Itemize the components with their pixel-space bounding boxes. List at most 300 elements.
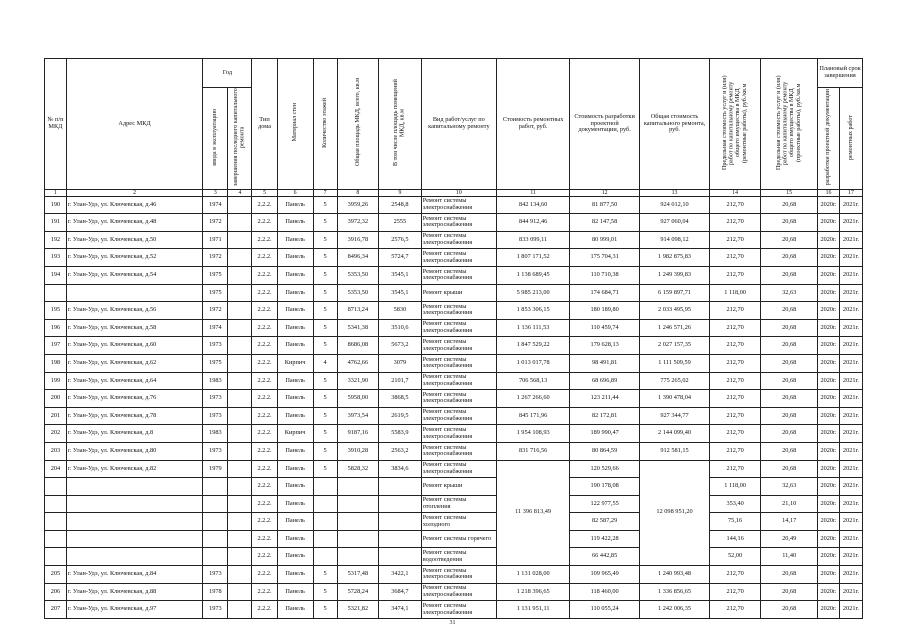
cell-address: г. Улан-Удэ, ул. Ключевская, д.82 [66, 460, 203, 478]
cell-planned-design: 2020г. [818, 513, 840, 531]
cell-limit-cost: 212,70 [709, 566, 760, 584]
cell-limit-cost-design: 20,68 [761, 566, 818, 584]
cell-wall: Панель [277, 284, 313, 302]
cell-area-premises: 3474,1 [379, 601, 422, 619]
cell-address [66, 478, 203, 496]
cell-no: 203 [45, 442, 67, 460]
cell-area-premises: 2619,5 [379, 407, 422, 425]
cell-area-total: 8713,24 [337, 302, 378, 320]
cell-cost-works: 1 267 266,60 [497, 390, 570, 408]
cell-no [45, 284, 67, 302]
cell-planned-works: 2021г. [839, 302, 862, 320]
cell-work: Ремонт системы отопления [421, 495, 496, 513]
cell-planned-works: 2021г. [839, 354, 862, 372]
cell-cost-works: 1 807 171,52 [497, 249, 570, 267]
cell-area-total: 5958,00 [337, 390, 378, 408]
cell-area-premises: 5830 [379, 302, 422, 320]
header-year-built: ввода в эксплуатацию [203, 88, 228, 190]
table-body [45, 196, 863, 618]
cell-planned-works: 2021г. [839, 425, 862, 443]
header-year-repair: завершения последнего капитального ремонта [228, 88, 252, 190]
cell-year-built: 1973 [203, 601, 228, 619]
cell-area-premises: 3422,1 [379, 566, 422, 584]
cell-cost-total: 2 027 157,35 [640, 337, 710, 355]
cell-year-built: 1983 [203, 372, 228, 390]
cell-year-repair [228, 530, 252, 548]
cell-house-type: 2.2.2. [252, 372, 277, 390]
cell-wall: Панель [277, 601, 313, 619]
cell-planned-design: 2020г. [818, 214, 840, 232]
cell-area-premises: 2576,5 [379, 231, 422, 249]
cell-cost-works: 1 847 529,22 [497, 337, 570, 355]
cell-planned-design: 2020г. [818, 601, 840, 619]
cell-no: 201 [45, 407, 67, 425]
cell-limit-cost-design: 20,68 [761, 337, 818, 355]
cell-year-repair [228, 284, 252, 302]
cell-cost-design: 175 704,31 [570, 249, 640, 267]
cell-work: Ремонт системы электроснабжения [421, 214, 496, 232]
cell-year-repair [228, 407, 252, 425]
cell-floors [313, 530, 337, 548]
cell-planned-works: 2021г. [839, 530, 862, 548]
cell-cost-works: 1 853 306,15 [497, 302, 570, 320]
cell-planned-design: 2020г. [818, 407, 840, 425]
cell-area-premises [379, 478, 422, 496]
cell-cost-total: 775 265,02 [640, 372, 710, 390]
cell-no: 194 [45, 266, 67, 284]
cell-house-type: 2.2.2. [252, 583, 277, 601]
table-row [45, 513, 863, 531]
table-row [45, 372, 863, 390]
cell-limit-cost-design: 20,68 [761, 407, 818, 425]
cell-no: 198 [45, 354, 67, 372]
header-area-premises: В том числе площадь помещений МКД, кв.м [379, 59, 422, 190]
cell-area-total: 5341,38 [337, 319, 378, 337]
cell-work: Ремонт системы электроснабжения [421, 460, 496, 478]
cell-area-premises: 2101,7 [379, 372, 422, 390]
column-number: 13 [640, 189, 710, 196]
cell-year-repair [228, 302, 252, 320]
column-number: 8 [337, 189, 378, 196]
cell-floors [313, 478, 337, 496]
cell-area-total: 5353,50 [337, 284, 378, 302]
cell-work: Ремонт системы электроснабжения [421, 425, 496, 443]
cell-area-total: 8496,34 [337, 249, 378, 267]
cell-limit-cost: 144,16 [709, 530, 760, 548]
cell-year-built [203, 548, 228, 566]
cell-planned-works: 2021г. [839, 249, 862, 267]
cell-address: г. Улан-Удэ, ул. Ключевская, д.56 [66, 302, 203, 320]
cell-limit-cost: 212,70 [709, 583, 760, 601]
cell-area-premises: 3545,1 [379, 284, 422, 302]
header-work: Вид работ/услуг по капитальному ремонту [421, 59, 496, 190]
table-row [45, 214, 863, 232]
cell-floors: 5 [313, 425, 337, 443]
cell-cost-design: 68 696,89 [570, 372, 640, 390]
cell-no: 207 [45, 601, 67, 619]
table-header [45, 59, 863, 197]
cell-wall: Кирпич [277, 425, 313, 443]
cell-planned-design: 2020г. [818, 319, 840, 337]
cell-no: 197 [45, 337, 67, 355]
cell-year-built [203, 478, 228, 496]
cell-year-repair [228, 214, 252, 232]
cell-cost-works: 845 171,96 [497, 407, 570, 425]
cell-cost-total: 1 982 875,83 [640, 249, 710, 267]
cell-cost-total: 914 098,12 [640, 231, 710, 249]
cell-house-type: 2.2.2. [252, 495, 277, 513]
cell-no: 193 [45, 249, 67, 267]
cell-area-premises: 5673,2 [379, 337, 422, 355]
cell-year-built: 1979 [203, 460, 228, 478]
column-number: 1 [45, 189, 67, 196]
cell-floors: 5 [313, 372, 337, 390]
table-row [45, 425, 863, 443]
cell-area-premises: 2563,2 [379, 442, 422, 460]
cell-cost-design: 110 459,74 [570, 319, 640, 337]
cell-year-built: 1974 [203, 319, 228, 337]
cell-cost-total: 1 240 993,48 [640, 566, 710, 584]
cell-planned-design: 2020г. [818, 354, 840, 372]
cell-wall: Панель [277, 337, 313, 355]
cell-wall: Панель [277, 566, 313, 584]
table-row [45, 478, 863, 496]
cell-floors: 5 [313, 302, 337, 320]
cell-cost-design: 80 999,01 [570, 231, 640, 249]
cell-no [45, 548, 67, 566]
register-table [44, 58, 863, 619]
cell-wall: Панель [277, 460, 313, 478]
cell-area-total: 5728,24 [337, 583, 378, 601]
cell-limit-cost: 353,40 [709, 495, 760, 513]
header-house-type: Тип дома [252, 59, 277, 190]
cell-work: Ремонт системы электроснабжения [421, 319, 496, 337]
cell-house-type: 2.2.2. [252, 407, 277, 425]
cell-wall: Панель [277, 249, 313, 267]
table-row [45, 337, 863, 355]
cell-house-type: 2.2.2. [252, 601, 277, 619]
cell-planned-design: 2020г. [818, 478, 840, 496]
cell-work: Ремонт системы электроснабжения [421, 196, 496, 214]
cell-limit-cost-design: 20,68 [761, 231, 818, 249]
cell-planned-works: 2021г. [839, 284, 862, 302]
header-floors: Количество этажей [313, 59, 337, 190]
cell-cost-design: 98 491,81 [570, 354, 640, 372]
cell-year-repair [228, 249, 252, 267]
cell-floors: 5 [313, 460, 337, 478]
cell-area-premises [379, 530, 422, 548]
cell-area-total: 4762,66 [337, 354, 378, 372]
cell-cost-works: 1 218 396,65 [497, 583, 570, 601]
cell-cost-design: 179 628,13 [570, 337, 640, 355]
cell-address: г. Улан-Удэ, ул. Ключевская, д.8 [66, 425, 203, 443]
cell-address: г. Улан-Удэ, ул. Ключевская, д.80 [66, 442, 203, 460]
cell-planned-works: 2021г. [839, 196, 862, 214]
header-address: Адрес МКД [66, 59, 203, 190]
cell-area-total: 5321,82 [337, 601, 378, 619]
cell-cost-design: 109 965,49 [570, 566, 640, 584]
cell-no: 206 [45, 583, 67, 601]
cell-cost-works: 1 136 111,53 [497, 319, 570, 337]
cell-cost-total: 1 242 006,35 [640, 601, 710, 619]
cell-year-repair [228, 196, 252, 214]
cell-planned-works: 2021г. [839, 337, 862, 355]
cell-limit-cost-design: 21,10 [761, 495, 818, 513]
cell-year-built: 1974 [203, 196, 228, 214]
cell-cost-design: 120 529,66 [570, 460, 640, 478]
table-row [45, 354, 863, 372]
cell-floors: 5 [313, 390, 337, 408]
cell-year-repair [228, 354, 252, 372]
cell-address [66, 284, 203, 302]
cell-wall: Панель [277, 583, 313, 601]
cell-no: 196 [45, 319, 67, 337]
cell-no: 191 [45, 214, 67, 232]
cell-planned-design: 2020г. [818, 425, 840, 443]
cell-limit-cost: 212,70 [709, 407, 760, 425]
cell-floors: 5 [313, 337, 337, 355]
cell-area-premises [379, 513, 422, 531]
header-area-total: Общая площадь МКД, всего, кв.м [337, 59, 378, 190]
column-number: 7 [313, 189, 337, 196]
cell-planned-works: 2021г. [839, 566, 862, 584]
cell-limit-cost: 212,70 [709, 196, 760, 214]
cell-limit-cost: 212,70 [709, 231, 760, 249]
cell-cost-total: 1 246 571,26 [640, 319, 710, 337]
header-wall: Материал стен [277, 59, 313, 190]
cell-limit-cost-design: 32,63 [761, 284, 818, 302]
cell-floors: 5 [313, 442, 337, 460]
cell-cost-design: 180 189,80 [570, 302, 640, 320]
cell-floors: 5 [313, 407, 337, 425]
cell-cost-total: 912 581,15 [640, 442, 710, 460]
cell-area-premises: 2548,8 [379, 196, 422, 214]
cell-limit-cost: 212,70 [709, 337, 760, 355]
cell-planned-works: 2021г. [839, 478, 862, 496]
cell-cost-works: 706 568,13 [497, 372, 570, 390]
cell-year-repair [228, 460, 252, 478]
cell-cost-design: 82 587,29 [570, 513, 640, 531]
cell-wall: Панель [277, 548, 313, 566]
cell-no: 200 [45, 390, 67, 408]
page-number: 31 [449, 620, 456, 626]
cell-floors: 5 [313, 266, 337, 284]
cell-planned-design: 2020г. [818, 442, 840, 460]
cell-limit-cost-design: 20,68 [761, 425, 818, 443]
column-number: 17 [839, 189, 862, 196]
cell-work: Ремонт системы электроснабжения [421, 337, 496, 355]
header-planned-works: ремонтных работ [839, 88, 862, 190]
cell-address: г. Улан-Удэ, ул. Ключевская, д.58 [66, 319, 203, 337]
cell-address [66, 548, 203, 566]
cell-cost-design: 119 422,28 [570, 530, 640, 548]
cell-year-built: 1973 [203, 566, 228, 584]
cell-planned-works: 2021г. [839, 495, 862, 513]
cell-house-type: 2.2.2. [252, 390, 277, 408]
cell-limit-cost-design: 20,68 [761, 266, 818, 284]
cell-address: г. Улан-Удэ, ул. Ключевская, д.62 [66, 354, 203, 372]
cell-limit-cost-design: 20,68 [761, 354, 818, 372]
cell-house-type: 2.2.2. [252, 337, 277, 355]
cell-wall: Панель [277, 266, 313, 284]
cell-cost-design: 189 990,47 [570, 425, 640, 443]
cell-cost-total: 2 033 495,95 [640, 302, 710, 320]
cell-year-repair [228, 390, 252, 408]
cell-year-repair [228, 231, 252, 249]
cell-limit-cost: 1 118,00 [709, 284, 760, 302]
cell-planned-works: 2021г. [839, 583, 862, 601]
cell-limit-cost-design: 11,40 [761, 548, 818, 566]
cell-limit-cost: 1 118,00 [709, 478, 760, 496]
cell-cost-total: 1 390 478,04 [640, 390, 710, 408]
cell-cost-total: 6 159 897,71 [640, 284, 710, 302]
cell-year-repair [228, 548, 252, 566]
cell-area-premises [379, 548, 422, 566]
cell-cost-works: 1 138 689,45 [497, 266, 570, 284]
cell-limit-cost-design: 20,68 [761, 442, 818, 460]
table-row [45, 284, 863, 302]
cell-cost-design: 174 684,71 [570, 284, 640, 302]
cell-area-total [337, 548, 378, 566]
cell-area-total: 3972,32 [337, 214, 378, 232]
cell-house-type: 2.2.2. [252, 319, 277, 337]
cell-work: Ремонт системы горячего [421, 530, 496, 548]
cell-planned-works: 2021г. [839, 390, 862, 408]
cell-year-built: 1978 [203, 583, 228, 601]
table-row [45, 566, 863, 584]
cell-year-built: 1973 [203, 390, 228, 408]
column-number: 9 [379, 189, 422, 196]
header-cost-design: Стоимость разработки проектной документации, руб. [570, 59, 640, 190]
cell-cost-design: 81 877,50 [570, 196, 640, 214]
cell-work: Ремонт системы электроснабжения [421, 601, 496, 619]
cell-no [45, 478, 67, 496]
cell-cost-total: 927 344,77 [640, 407, 710, 425]
cell-no [45, 530, 67, 548]
cell-limit-cost-design: 32,63 [761, 478, 818, 496]
cell-wall: Кирпич [277, 354, 313, 372]
cell-house-type: 2.2.2. [252, 214, 277, 232]
cell-area-total: 5317,48 [337, 566, 378, 584]
cell-wall: Панель [277, 214, 313, 232]
cell-house-type: 2.2.2. [252, 548, 277, 566]
cell-work: Ремонт системы электроснабжения [421, 407, 496, 425]
cell-wall: Панель [277, 319, 313, 337]
cell-floors [313, 548, 337, 566]
header-no: № п/п МКД [45, 59, 67, 190]
cell-year-repair [228, 601, 252, 619]
cell-year-repair [228, 319, 252, 337]
cell-limit-cost-design: 20,68 [761, 460, 818, 478]
table-row [45, 460, 863, 478]
cell-planned-design: 2020г. [818, 372, 840, 390]
cell-floors: 5 [313, 249, 337, 267]
cell-work: Ремонт системы электроснабжения [421, 302, 496, 320]
table-row [45, 266, 863, 284]
cell-work: Ремонт системы холодного [421, 513, 496, 531]
cell-limit-cost: 212,70 [709, 601, 760, 619]
cell-wall: Панель [277, 390, 313, 408]
cell-year-repair [228, 495, 252, 513]
cell-wall: Панель [277, 302, 313, 320]
cell-year-repair [228, 372, 252, 390]
cell-planned-design: 2020г. [818, 530, 840, 548]
cell-cost-design: 82 147,58 [570, 214, 640, 232]
header-planned: Плановый срок завершения [818, 59, 863, 88]
cell-cost-total: 1 249 399,83 [640, 266, 710, 284]
cell-floors: 5 [313, 214, 337, 232]
table-row [45, 548, 863, 566]
cell-work: Ремонт системы электроснабжения [421, 354, 496, 372]
cell-planned-works: 2021г. [839, 548, 862, 566]
cell-cost-design: 190 178,08 [570, 478, 640, 496]
cell-wall: Панель [277, 231, 313, 249]
cell-address: г. Улан-Удэ, ул. Ключевская, д.76 [66, 390, 203, 408]
cell-area-total [337, 513, 378, 531]
cell-wall: Панель [277, 196, 313, 214]
cell-area-total: 3973,54 [337, 407, 378, 425]
cell-no: 204 [45, 460, 67, 478]
cell-year-repair [228, 513, 252, 531]
cell-wall: Панель [277, 530, 313, 548]
cell-planned-works: 2021г. [839, 231, 862, 249]
cell-cost-works: 833 099,11 [497, 231, 570, 249]
cell-limit-cost: 212,70 [709, 302, 760, 320]
cell-area-total [337, 478, 378, 496]
header-planned-design: разработки проектной документации [818, 88, 840, 190]
cell-address: г. Улан-Удэ, ул. Ключевская, д.84 [66, 566, 203, 584]
cell-work: Ремонт системы электроснабжения [421, 372, 496, 390]
cell-area-premises: 5724,7 [379, 249, 422, 267]
cell-area-total [337, 530, 378, 548]
cell-work: Ремонт крыши [421, 478, 496, 496]
cell-wall: Панель [277, 495, 313, 513]
cell-cost-works: 1 954 108,93 [497, 425, 570, 443]
table-row [45, 530, 863, 548]
cell-house-type: 2.2.2. [252, 196, 277, 214]
cell-house-type: 2.2.2. [252, 231, 277, 249]
cell-no [45, 513, 67, 531]
cell-cost-works: 842 134,60 [497, 196, 570, 214]
cell-year-repair [228, 583, 252, 601]
cell-house-type: 2.2.2. [252, 266, 277, 284]
cell-planned-works: 2021г. [839, 407, 862, 425]
cell-wall: Панель [277, 372, 313, 390]
table-row [45, 390, 863, 408]
cell-house-type: 2.2.2. [252, 530, 277, 548]
cell-year-built: 1973 [203, 337, 228, 355]
cell-planned-design: 2020г. [818, 196, 840, 214]
column-number: 16 [818, 189, 840, 196]
cell-year-repair [228, 566, 252, 584]
column-number: 12 [570, 189, 640, 196]
column-number: 5 [252, 189, 277, 196]
cell-year-built: 1972 [203, 214, 228, 232]
cell-planned-design: 2020г. [818, 583, 840, 601]
column-number: 6 [277, 189, 313, 196]
cell-area-premises: 3684,7 [379, 583, 422, 601]
cell-no: 195 [45, 302, 67, 320]
cell-work: Ремонт системы электроснабжения [421, 266, 496, 284]
header-limit-cost: Предельная стоимость услуг и (или) работ по капитальному ремонту общего имущества в МКД (ремонтные работы), руб./кв.м [709, 59, 760, 190]
cell-limit-cost: 212,70 [709, 354, 760, 372]
cell-limit-cost-design: 20,68 [761, 214, 818, 232]
column-number: 15 [761, 189, 818, 196]
cell-cost-design: 82 172,81 [570, 407, 640, 425]
cell-cost-design: 80 864,59 [570, 442, 640, 460]
cell-cost-design: 110 710,38 [570, 266, 640, 284]
column-number: 3 [203, 189, 228, 196]
